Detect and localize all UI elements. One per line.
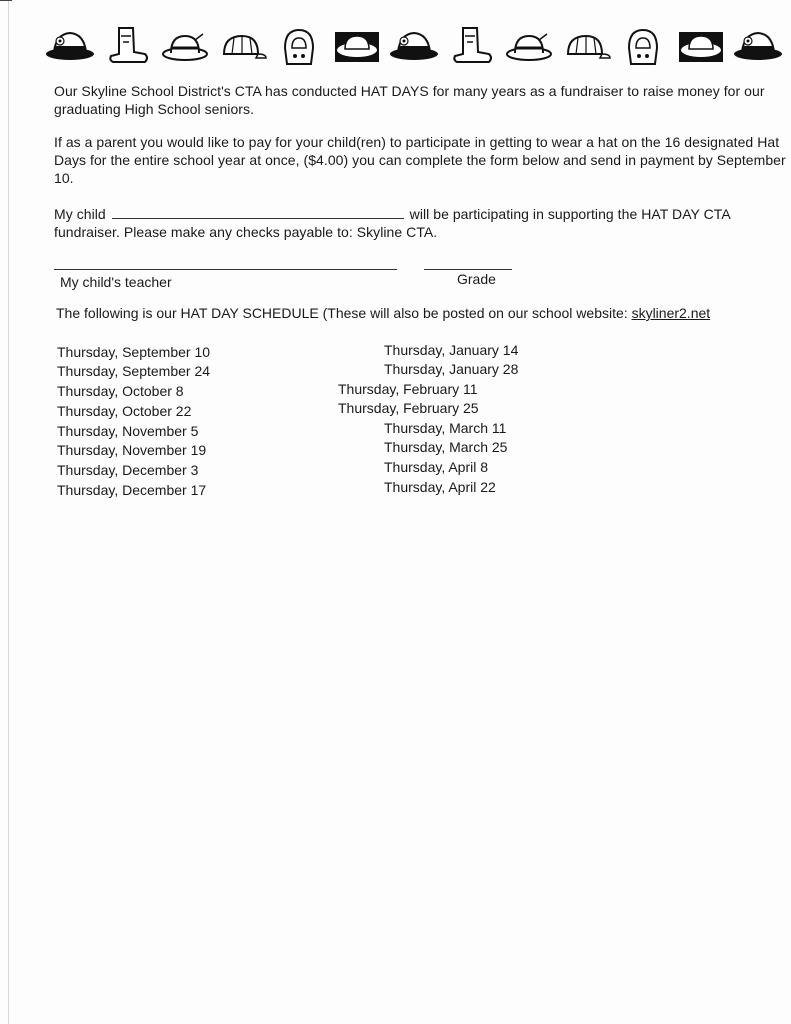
teacher-line[interactable] [54, 269, 397, 270]
schedule-date: Thursday, October 22 [57, 403, 192, 419]
wide-brim-hat-icon [331, 24, 383, 68]
hooded-sweatshirt-icon [273, 24, 325, 68]
schedule-date: Thursday, December 17 [57, 482, 207, 498]
schedule-date: Thursday, November 19 [57, 442, 207, 458]
cowboy-boot-hat-icon [101, 24, 153, 68]
intro-paragraph-2: If as a parent you would like to pay for your child(ren) to participate in getting to wear a hat on the 16 designated Hat Days for the entire school year at once, ($4.00) you can complete the form below and send in payment by September 10. [54, 134, 786, 186]
teacher-label: My child's teacher [60, 274, 172, 290]
schedule-date: Thursday, November 5 [57, 423, 199, 439]
schedule-date: Thursday, February 11 [338, 381, 478, 397]
hat-border [44, 22, 784, 70]
my-child-suffix: will be participating in supporting the HAT DAY CTA fundraiser. Please make any checks payable to: Skyline CTA. [54, 206, 730, 240]
schedule-intro [56, 305, 786, 321]
fedora-hat-icon [159, 24, 211, 68]
my-child-prefix: My child [54, 206, 106, 222]
schedule-date: Thursday, December 3 [57, 462, 199, 478]
flower-sun-hat-icon [388, 24, 440, 68]
fedora-hat-icon [503, 24, 555, 68]
schedule-date: Thursday, January 28 [384, 361, 519, 377]
grade-label: Grade [457, 271, 496, 287]
child-name-blank[interactable] [112, 206, 404, 219]
schedule-date: Thursday, September 10 [57, 344, 211, 360]
schedule-date: Thursday, March 11 [384, 420, 507, 436]
scan-edge [0, 0, 9, 1024]
scan-edge-tick [0, 0, 12, 1]
website-link[interactable]: skyliner2.net [631, 305, 711, 321]
baseball-cap-icon [216, 24, 268, 68]
schedule-date: Thursday, March 25 [384, 439, 508, 455]
schedule-date: Thursday, April 8 [384, 459, 489, 475]
intro-paragraph-1: Our Skyline School District's CTA has conducted HAT DAYS for many years as a fundraiser to raise money for our graduating High School seniors. [54, 83, 765, 117]
flower-sun-hat-icon [44, 24, 96, 68]
schedule-date: Thursday, September 24 [57, 363, 211, 379]
grade-line[interactable] [424, 269, 512, 270]
hooded-sweatshirt-icon [617, 24, 669, 68]
schedule-date: Thursday, February 25 [338, 400, 479, 416]
schedule-date: Thursday, January 14 [384, 342, 519, 358]
schedule-intro-text: The following is our HAT DAY SCHEDULE (These will also be posted on our school website: [56, 305, 632, 321]
flower-sun-hat-icon [732, 24, 784, 68]
schedule-date: Thursday, April 22 [384, 479, 496, 495]
wide-brim-hat-icon [675, 24, 727, 68]
baseball-cap-icon [560, 24, 612, 68]
schedule-date: Thursday, October 8 [57, 383, 184, 399]
my-child-statement [54, 205, 784, 241]
cowboy-boot-hat-icon [445, 24, 497, 68]
